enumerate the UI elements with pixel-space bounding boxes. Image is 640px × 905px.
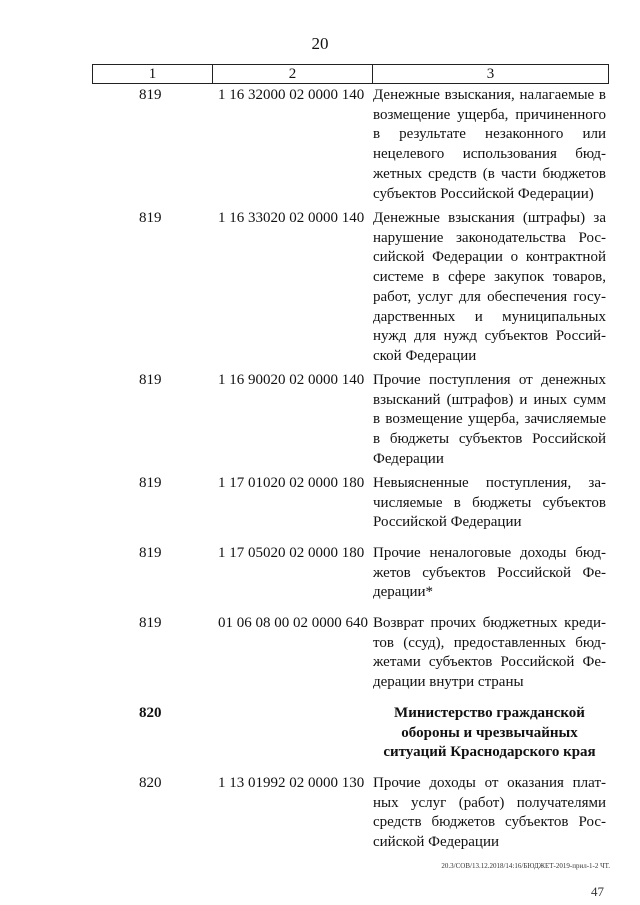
revenue-name-cell: Прочие поступления от денежных взысканий (штрафов) и иных сумм в возмещение ущерба, зачисляемые в бюджеты субъектов Российской Федерации <box>373 372 606 467</box>
revenue-name-cell: Прочие доходы от оказания платных услуг (работ) получателями средств бюджетов субъектов Российской Федерации <box>373 775 606 851</box>
sheet-number: 47 <box>591 884 604 899</box>
org-code-cell: 819 <box>139 545 162 561</box>
org-code-cell: 819 <box>139 475 162 491</box>
revenue-name-cell: Денежные взыскания, налагаемые в возмещение ущерба, причиненного в результате незаконного или нецелевого использования бюджетных средств (в части бюджетов субъектов Российской Федерации) <box>373 87 606 202</box>
budget-code-cell: 1 17 05020 02 0000 180 <box>218 545 365 561</box>
org-code-cell: 819 <box>139 210 162 226</box>
page-number: 20 <box>311 34 329 53</box>
org-code-cell: 820 <box>139 775 162 791</box>
budget-code-cell: 01 06 08 00 02 0000 640 <box>218 615 368 631</box>
revenue-name-cell: Прочие неналоговые доходы бюджетов субъектов Российской Федерации* <box>373 545 606 601</box>
column-header-table <box>92 64 609 84</box>
column-header-1: 1 <box>93 65 213 84</box>
org-code-cell: 819 <box>139 87 162 103</box>
org-code-cell: 820 <box>139 705 162 721</box>
document-footer-stamp: 20.3/СОВ/13.12.2018/14:16/БЮДЖЕТ-2019-прил-1-2 ЧТ. <box>441 862 610 870</box>
budget-code-cell: 1 17 01020 02 0000 180 <box>218 475 365 491</box>
ministry-heading: Министерство гражданской обороны и чрезвычайных ситуаций Краснодарского края <box>383 705 596 761</box>
budget-code-cell: 1 16 90020 02 0000 140 <box>218 372 365 388</box>
column-header-row <box>93 65 609 84</box>
revenue-name-cell: Денежные взыскания (штрафы) за нарушение законодательства Российской Федерации о контрактной системе в сфере закупок товаров, работ, услуг для обеспечения государственных и муниципальных нужд для нужд субъектов Российской Федерации <box>373 210 606 364</box>
org-code-cell: 819 <box>139 615 162 631</box>
budget-code-cell: 1 16 32000 02 0000 140 <box>218 87 365 103</box>
column-header-3: 3 <box>373 65 609 84</box>
org-code-cell: 819 <box>139 372 162 388</box>
budget-code-cell: 1 16 33020 02 0000 140 <box>218 210 365 226</box>
revenue-name-cell: Возврат прочих бюджетных кредитов (ссуд), предоставленных бюджетами субъектов Российской Федерации внутри страны <box>373 615 606 691</box>
budget-code-cell: 1 13 01992 02 0000 130 <box>218 775 365 791</box>
revenue-name-cell: Невыясненные поступления, зачисляемые в бюджеты субъектов Российской Федерации <box>373 475 606 531</box>
column-header-2: 2 <box>213 65 373 84</box>
